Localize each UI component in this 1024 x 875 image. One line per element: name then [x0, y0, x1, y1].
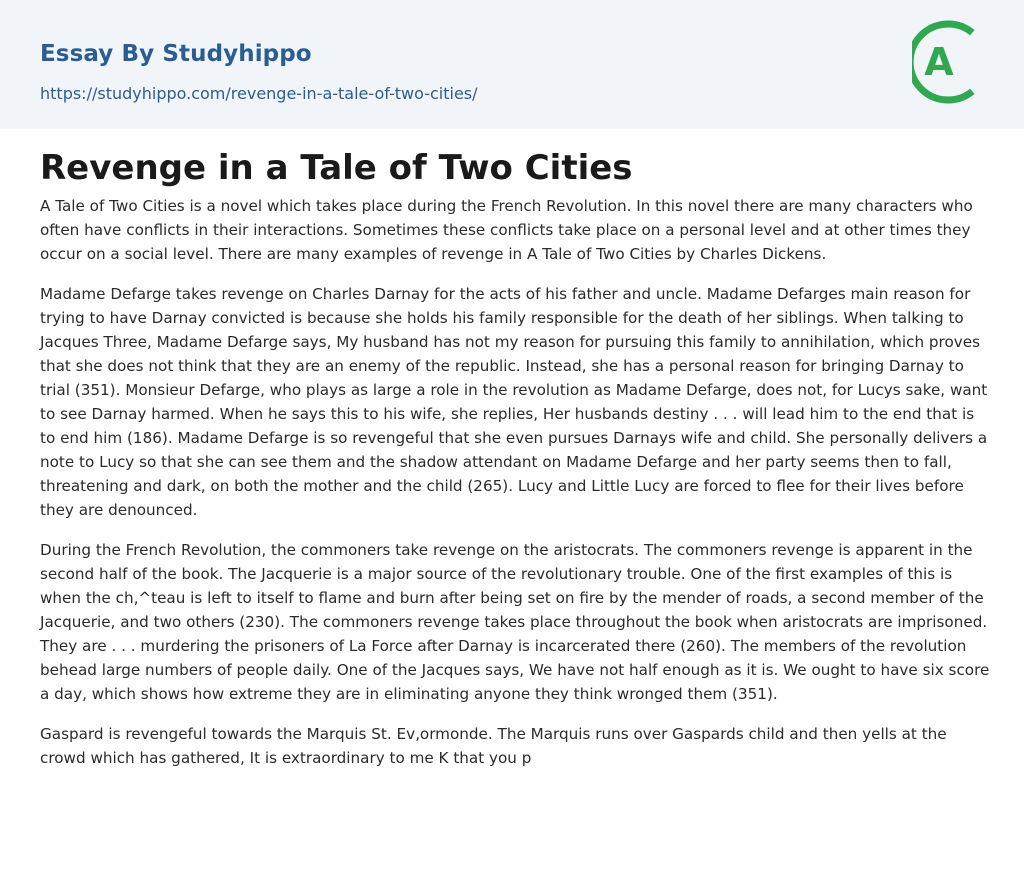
article-paragraph-2: Madame Defarge takes revenge on Charles Darnay for the acts of his father and uncle. Madame Defarges main reason for trying to have Darnay convicted is because she holds his family responsible for the death of her siblings. When talking to Jacques Three, Madame Defarge says, My husband has not my reason for pursuing this family to annihilation, which proves that she does not think that they are an enemy of the republic. Instead, she has a personal reason for bringing Darnay to trial (351). Monsieur Defarge, who plays as large a role in the revolution as Madame Defarge, does not, for Lucys sake, want to see Darnay harmed. When he says this to his wife, she replies, Her husbands destiny . . . will lead him to the end that is to end him (186). Madame Defarge is so revengeful that she even pursues Darnays wife and child. She personally delivers a note to Lucy so that she can see them and the shadow attendant on Madame Defarge and her party seems then to fall, threatening and dark, on both the mother and the child (265). Lucy and Little Lucy are forced to flee for their lives before they are denounced.	[40, 285, 988, 519]
article-paragraph-1: A Tale of Two Cities is a novel which takes place during the French Revolution. In this novel there are many characters who often have conflicts in their interactions. Sometimes these conflicts take place on a personal level and at other times they occur on a social level. There are many examples of revenge in A Tale of Two Cities by Charles Dickens.	[40, 197, 973, 263]
logo-letter: A	[924, 40, 954, 84]
site-header	[0, 0, 1024, 129]
article-body	[40, 194, 990, 786]
page-title: Revenge in a Tale of Two Cities	[40, 148, 633, 188]
article-paragraph-3: During the French Revolution, the commoners take revenge on the aristocrats. The commoners revenge is apparent in the second half of the book. The Jacquerie is a major source of the revolutionary trouble. One of the first examples of this is when the ch‚^teau is left to itself to flame and burn after being set on fire by the mender of roads, a second member of the Jacquerie, and two others (230). The commoners revenge takes place throughout the book when aristocrats are imprisoned. They are . . . murdering the prisoners of La Force after Darnay is incarcerated there (260). The members of the revolution behead large numbers of people daily. One of the Jacques says, We have not half enough as it is. We ought to have six score a day, which shows how extreme they are in eliminating anyone they think wronged them (351).	[40, 541, 990, 703]
article-paragraph-4: Gaspard is revengeful towards the Marquis St. Ev‚ormonde. The Marquis runs over Gaspards child and then yells at the crowd which has gathered, It is extraordinary to me K that you p	[40, 725, 947, 767]
article-url-link[interactable]: https://studyhippo.com/revenge-in-a-tale-of-two-cities/	[40, 84, 478, 103]
studyhippo-logo-icon[interactable]	[912, 19, 986, 105]
site-brand[interactable]: Essay By Studyhippo	[40, 41, 312, 67]
